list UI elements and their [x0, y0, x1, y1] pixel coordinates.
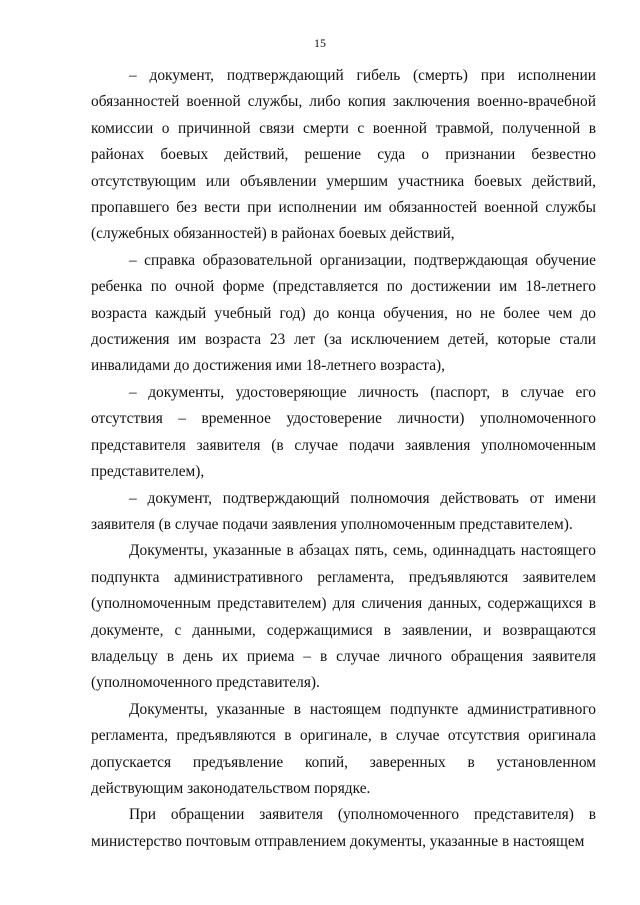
paragraph-representative-identity: – документы, удостоверяющие личность (паспорт, в случае его отсутствия – временное удостоверение личности) уполномоченного представителя заявителя (в случае подачи заявления уполномоченным представителем), — [91, 383, 596, 481]
paragraph-death-document: – документ, подтверждающий гибель (смерть) при исполнении обязанностей военной службы, либо копия заключения военно-врачебной комиссии о причинной связи смерти с военной травмой, полученной в районах боевых действий, решение суда о признании безвестно отсутствующим или объявлении умершим участника боевых действий, пропавшего без вести при исполнении им обязанностей военной службы (служебных обязанностей) в районах боевых действий, — [91, 67, 596, 243]
paragraph-education-certificate: – справка образовательной организации, подтверждающая обучение ребенка по очной форме (представляется по достижении им 18-летнего возраста каждый учебный год) до конца обучения, но не более чем до достижения им возраста 23 лет (за исключением детей, которые стали инвалидами до достижения ими 18-летнего возраста), — [91, 251, 596, 375]
page-number: 15 — [314, 36, 326, 50]
paragraph-postal-submission: При обращении заявителя (уполномоченного представителя) в министерство почтовым отправлением документы, указанные в настоящем — [91, 806, 596, 850]
document-body — [91, 63, 596, 855]
paragraph-documents-verification: Документы, указанные в абзацах пять, семь, одиннадцать настоящего подпункта административного регламента, предъявляются заявителем (уполномоченным представителем) для сличения данных, содержащихся в документе, с данными, содержащимися в заявлении, и возвращаются владельцу в день их приема – в случае личного обращения заявителя (уполномоченного представителя). — [91, 542, 596, 692]
paragraph-authority-document: – документ, подтверждающий полномочия действовать от имени заявителя (в случае подачи заявления уполномоченным представителем). — [91, 489, 596, 533]
paragraph-originals: Документы, указанные в настоящем подпункте административного регламента, предъявляются в оригинале, в случае отсутствия оригинала допускается предъявление копий, заверенных в установленном действующим законодательством порядке. — [91, 700, 596, 797]
